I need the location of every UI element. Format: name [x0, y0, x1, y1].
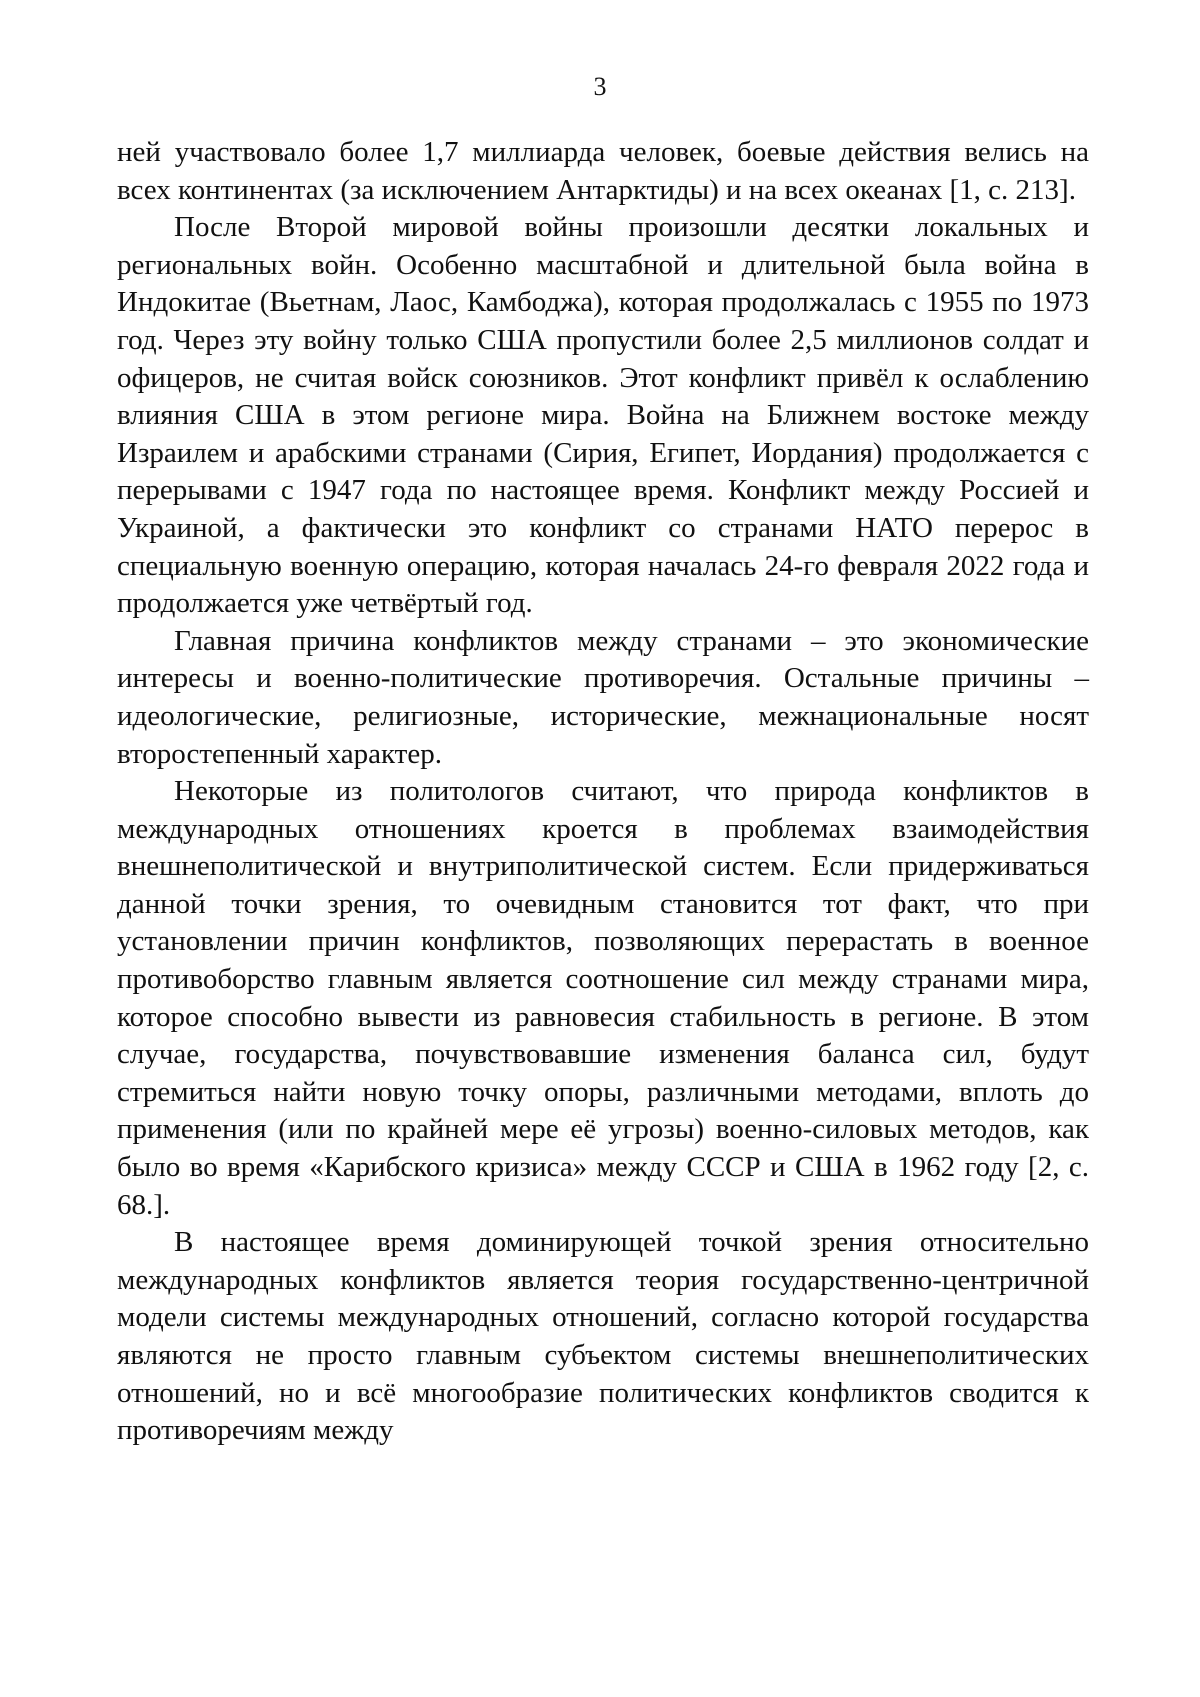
text-body: [117, 134, 1089, 1450]
paragraph-state-centric-theory: В настоящее время доминирующей точкой зрения относительно международных конфликтов является теория государственно-центричной модели системы международных отношений, согласно которой государства являются не просто главным субъектом системы внешнеполитических отношений, но и всё многообразие политических конфликтов сводится к противоречиям между: [117, 1226, 1089, 1447]
page-number: 3: [593, 72, 607, 101]
paragraph-continuation: ней участвовало более 1,7 миллиарда человек, боевые действия велись на всех континентах (за исключением Антарктиды) и на всех океанах [1, с. 213].: [117, 136, 1089, 206]
paragraph-main-cause: Главная причина конфликтов между странами – это экономические интересы и военно-политические противоречия. Остальные причины – идеологические, религиозные, исторические, межнациональные носят второстепенный характер.: [117, 624, 1089, 770]
paragraph-post-war-conflicts: После Второй мировой войны произошли десятки локальных и региональных войн. Особенно масштабной и длительной была война в Индокитае (Вьетнам, Лаос, Камбоджа), которая продолжалась с 1955 по 1973 год. Через эту войну только США пропустили более 2,5 миллионов солдат и офицеров, не считая войск союзников. Этот конфликт привёл к ослаблению влияния США в этом регионе мира. Война на Ближнем востоке между Израилем и арабскими странами (Сирия, Египет, Иордания) продолжается с перерывами с 1947 года по настоящее время. Конфликт между Россией и Украиной, а фактически это конфликт со странами НАТО перерос в специальную военную операцию, которая началась 24-го февраля 2022 года и продолжается уже четвёртый год.: [117, 211, 1089, 620]
paragraph-political-scientists: Некоторые из политологов считают, что природа конфликтов в международных отношениях кроется в проблемах взаимодействия внешнеполитической и внутриполитической систем. Если придерживаться данной точки зрения, то очевидным становится тот факт, что при установлении причин конфликтов, позволяющих перерастать в военное противоборство главным является соотношение сил между странами мира, которое способно вывести из равновесия стабильность в регионе. В этом случае, государства, почувствовавшие изменения баланса сил, будут стремиться найти новую точку опоры, различными методами, вплоть до применения (или по крайней мере её угрозы) военно-силовых методов, как было во время «Карибского кризиса» между СССР и США в 1962 году [2, с. 68.].: [117, 775, 1089, 1221]
